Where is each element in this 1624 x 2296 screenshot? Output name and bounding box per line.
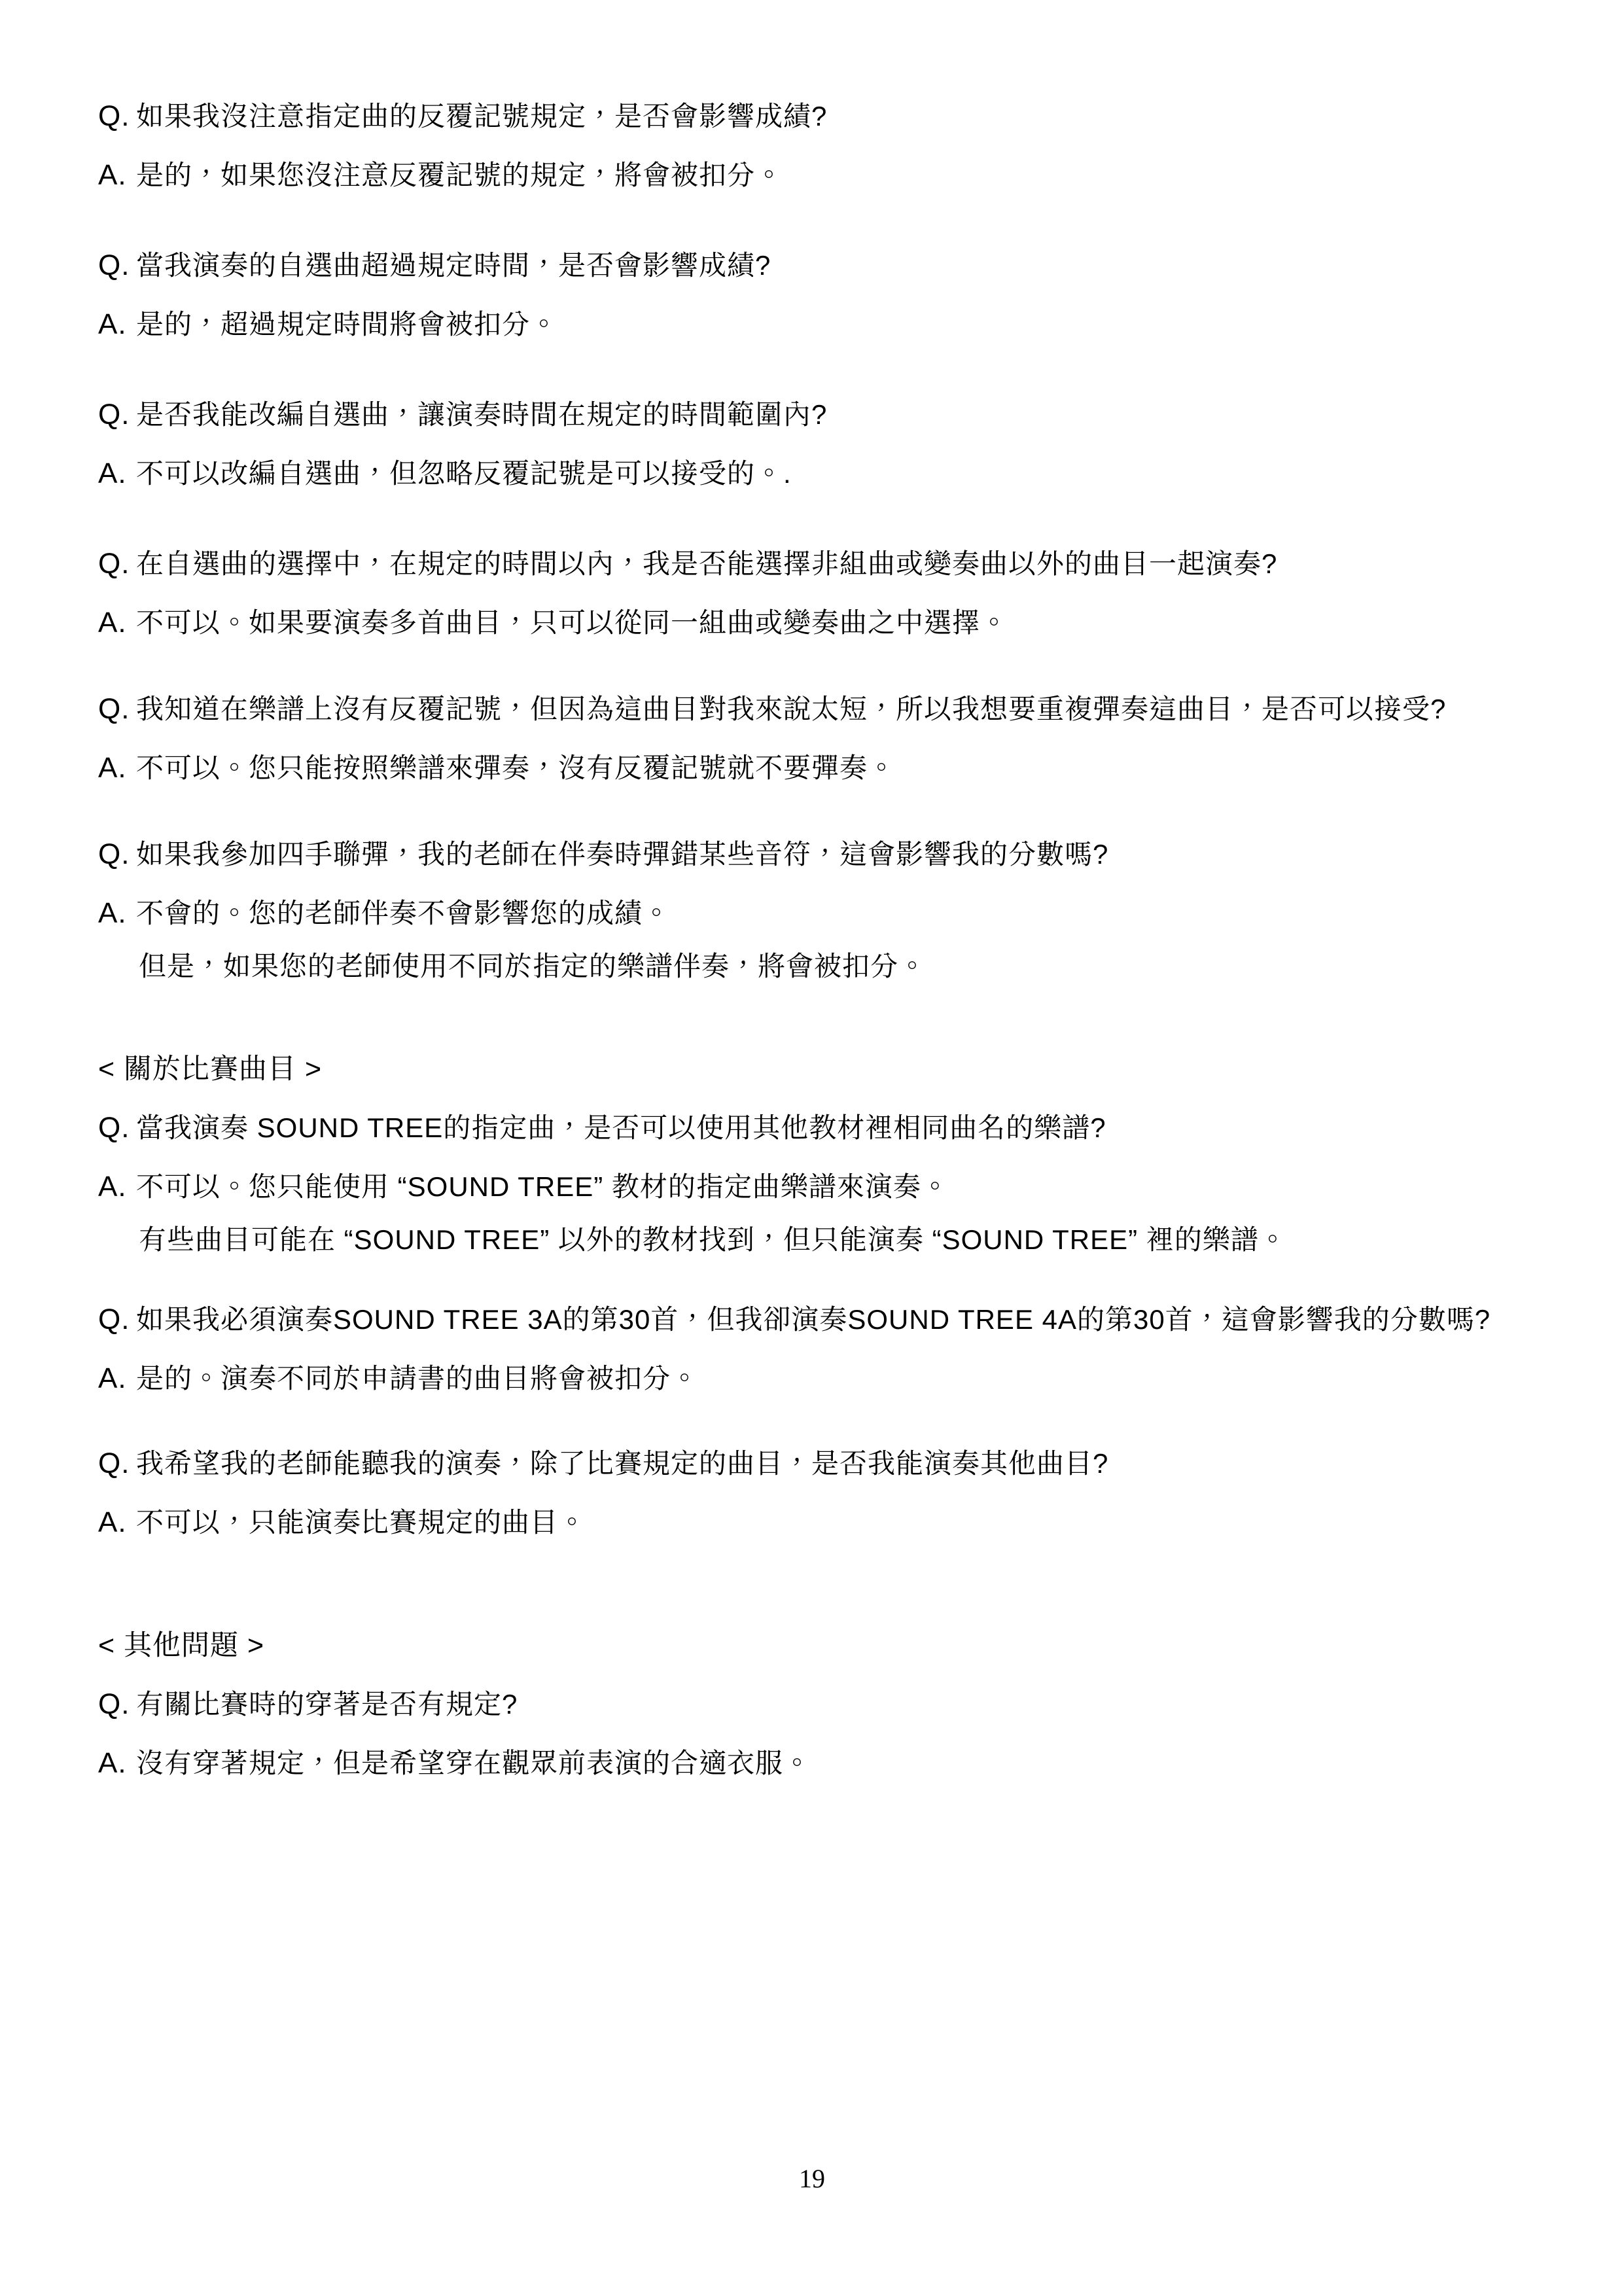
- question-text: 如果我參加四手聯彈，我的老師在伴奏時彈錯某些音符，這會影響我的分數嗎?: [136, 839, 1109, 870]
- answer-text: 是的，如果您沒注意反覆記號的規定，將會被扣分。: [136, 160, 784, 190]
- answer-label: A.: [98, 457, 127, 489]
- question-text: 如果我沒注意指定曲的反覆記號規定，是否會影響成績?: [136, 101, 828, 132]
- question-label: Q.: [98, 249, 130, 281]
- page-number: 19: [799, 2164, 825, 2193]
- qa-block: [98, 825, 1598, 990]
- question-line: [98, 1434, 1598, 1493]
- answer-continuation-line: 但是，如果您的老師使用不同於指定的樂譜伴奏，將會被扣分。: [139, 951, 927, 981]
- answer-line: [98, 884, 1598, 943]
- qa-block: [98, 1675, 1598, 1793]
- answer-label: A.: [98, 752, 127, 784]
- answer-text: 是的。演奏不同於申請書的曲目將會被扣分。: [136, 1363, 699, 1394]
- question-line: [98, 535, 1598, 593]
- qa-block: [98, 236, 1598, 354]
- qa-block: [98, 87, 1598, 205]
- question-text: 有關比賽時的穿著是否有規定?: [136, 1689, 518, 1720]
- question-text: 是否我能改編自選曲，讓演奏時間在規定的時間範圍內?: [136, 399, 828, 430]
- answer-label: A.: [98, 1362, 127, 1394]
- question-label: Q.: [98, 1447, 130, 1479]
- question-line: [98, 1675, 1598, 1734]
- question-label: Q.: [98, 398, 130, 431]
- question-text: 我希望我的老師能聽我的演奏，除了比賽規定的曲目，是否我能演奏其他曲目?: [136, 1448, 1109, 1479]
- answer-line: [98, 1734, 1598, 1793]
- answer-line: [98, 146, 1598, 205]
- question-line: [98, 825, 1598, 884]
- answer-line: [98, 1157, 1598, 1216]
- answer-text: 不可以。如果要演奏多首曲目，只可以從同一組曲或變奏曲之中選擇。: [136, 607, 1009, 638]
- question-label: Q.: [98, 1303, 130, 1335]
- answer-text: 不可以。您只能按照樂譜來彈奏，沒有反覆記號就不要彈奏。: [136, 752, 896, 783]
- answer-label: A.: [98, 159, 127, 191]
- qa-block: [98, 385, 1598, 503]
- question-label: Q.: [98, 838, 130, 870]
- qa-block: [98, 1099, 1598, 1263]
- section-heading: < 關於比賽曲目 >: [98, 1053, 323, 1085]
- answer-line: [98, 1349, 1598, 1408]
- answer-line: [98, 739, 1598, 798]
- answer-text: 不會的。您的老師伴奏不會影響您的成績。: [136, 898, 671, 928]
- answer-line: [98, 295, 1598, 354]
- answer-line: [98, 593, 1598, 652]
- answer-label: A.: [98, 1506, 127, 1538]
- answer-label: A.: [98, 1747, 127, 1779]
- qa-block: [98, 680, 1598, 798]
- answer-label: A.: [98, 607, 127, 639]
- question-line: [98, 680, 1598, 739]
- qa-block: [98, 1290, 1598, 1408]
- qa-block: [98, 1434, 1598, 1552]
- answer-text: 不可以。您只能使用 “SOUND TREE” 教材的指定曲樂譜來演奏。: [136, 1171, 949, 1202]
- question-text: 如果我必須演奏SOUND TREE 3A的第30首，但我卻演奏SOUND TREE 4A的第30首，這會影響我的分數嗎?: [136, 1304, 1491, 1335]
- answer-text: 是的，超過規定時間將會被扣分。: [136, 309, 559, 340]
- question-label: Q.: [98, 100, 130, 132]
- question-label: Q.: [98, 1688, 130, 1720]
- question-line: [98, 1099, 1598, 1157]
- question-line: [98, 1290, 1598, 1349]
- answer-text: 沒有穿著規定，但是希望穿在觀眾前表演的合適衣服。: [136, 1748, 812, 1778]
- answer-label: A.: [98, 308, 127, 340]
- answer-continuation-line: 有些曲目可能在 “SOUND TREE” 以外的教材找到，但只能演奏 “SOUND TREE” 裡的樂譜。: [139, 1224, 1287, 1255]
- question-text: 我知道在樂譜上沒有反覆記號，但因為這曲目對我來說太短，所以我想要重複彈奏這曲目，是否可以接受?: [136, 694, 1447, 724]
- question-text: 當我演奏 SOUND TREE的指定曲，是否可以使用其他教材裡相同曲名的樂譜?: [136, 1112, 1106, 1143]
- answer-text: 不可以改編自選曲，但忽略反覆記號是可以接受的。.: [136, 458, 792, 489]
- answer-line: [98, 1493, 1598, 1552]
- answer-label: A.: [98, 1171, 127, 1203]
- question-label: Q.: [98, 548, 130, 580]
- question-line: [98, 87, 1598, 146]
- answer-label: A.: [98, 897, 127, 929]
- qa-block: [98, 535, 1598, 652]
- answer-text: 不可以，只能演奏比賽規定的曲目。: [136, 1507, 587, 1538]
- question-text: 在自選曲的選擇中，在規定的時間以內，我是否能選擇非組曲或變奏曲以外的曲目一起演奏?: [136, 548, 1278, 579]
- question-line: [98, 236, 1598, 295]
- question-label: Q.: [98, 693, 130, 725]
- question-label: Q.: [98, 1112, 130, 1144]
- section-heading: < 其他問題 >: [98, 1630, 265, 1661]
- question-text: 當我演奏的自選曲超過規定時間，是否會影響成績?: [136, 250, 771, 281]
- answer-line: [98, 444, 1598, 503]
- question-line: [98, 385, 1598, 444]
